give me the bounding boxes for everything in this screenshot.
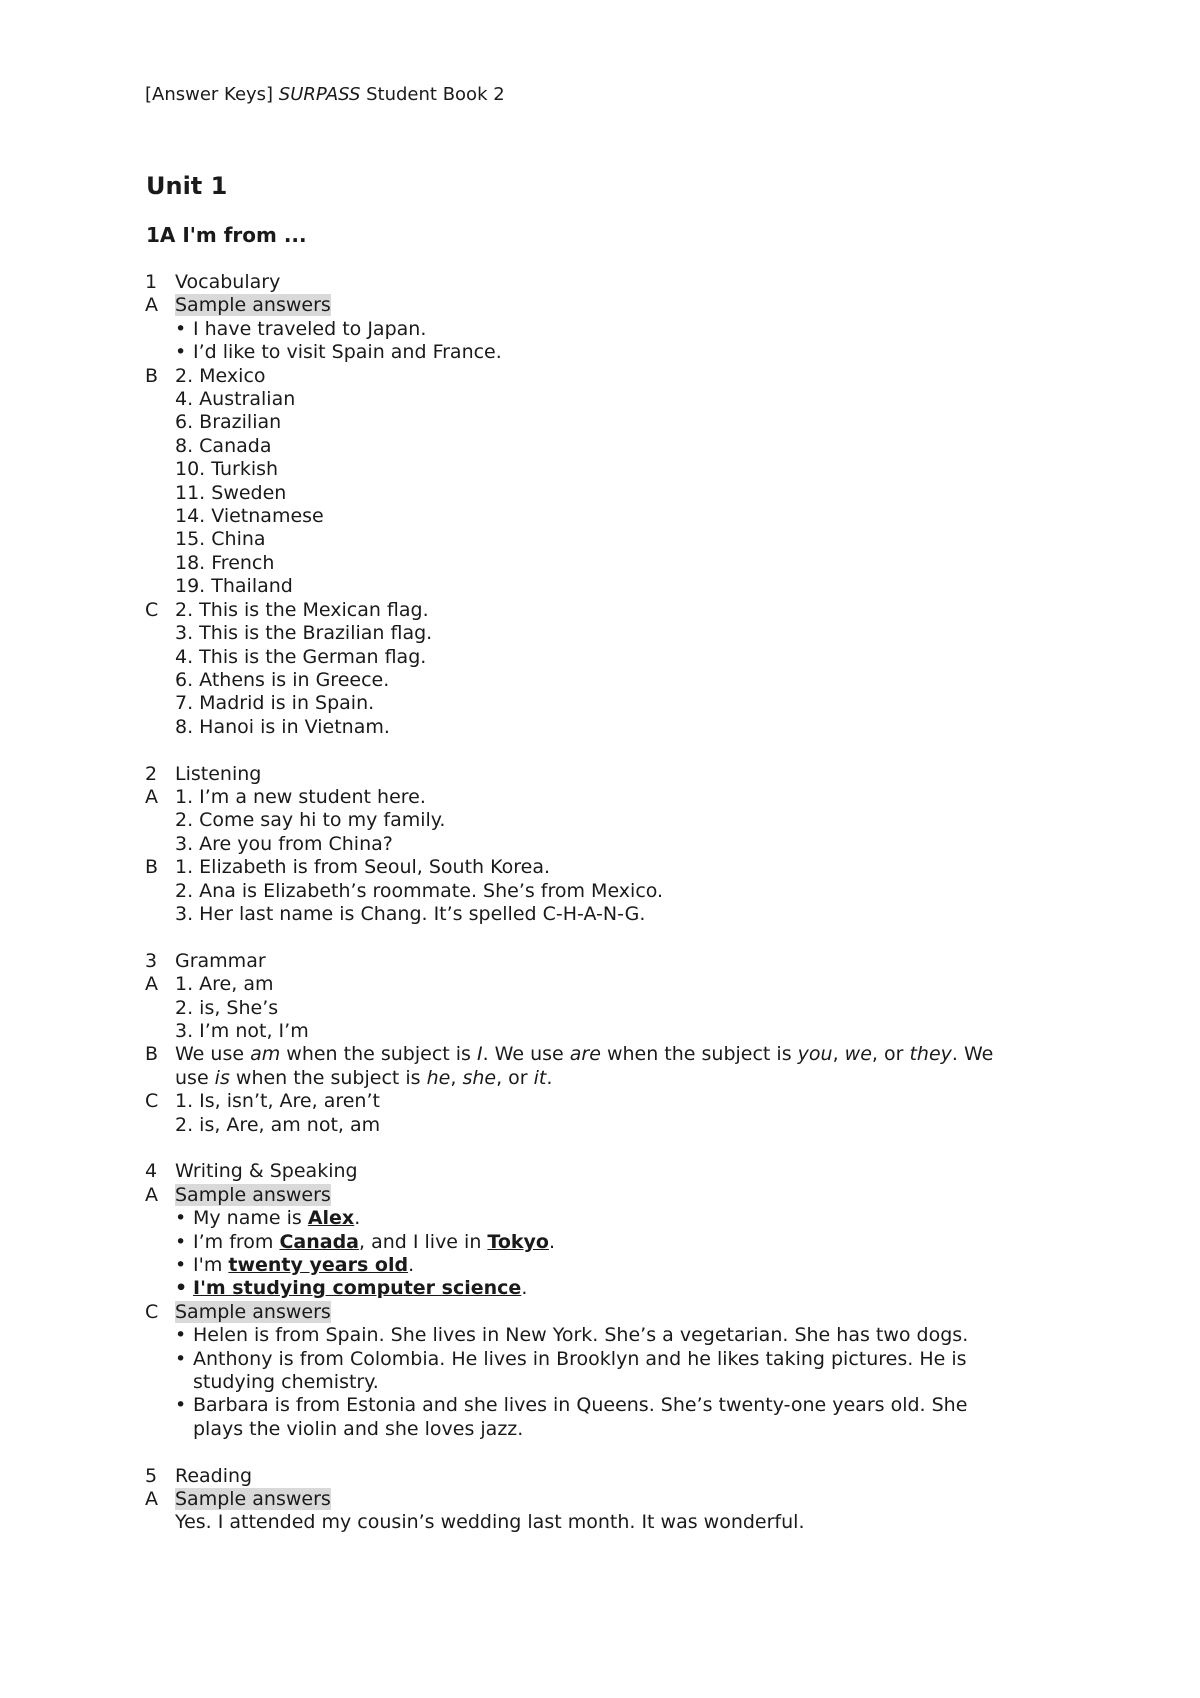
answer-row: A Sample answers	[145, 1488, 331, 1511]
answer-row: 3. This is the Brazilian flag.	[175, 622, 433, 645]
answer-row: B 1. Elizabeth is from Seoul, South Korea.	[145, 856, 551, 879]
answer-row: 8. Canada	[175, 434, 272, 457]
section-heading-reading: 5 Reading	[145, 1464, 253, 1487]
section-heading-grammar: 3 Grammar	[145, 949, 266, 972]
answer-row: 6. Brazilian	[175, 411, 282, 434]
answer-row: C 2. This is the Mexican flag.	[145, 598, 429, 621]
sample-answers-label: Sample answers	[175, 294, 331, 317]
answer-row: 2. Ana is Elizabeth’s roommate. She’s from Mexico.	[175, 879, 664, 902]
lesson-title: 1A I'm from ...	[146, 223, 307, 247]
sample-answers-label: Sample answers	[175, 1183, 331, 1206]
answer-row: 3. Her last name is Chang. It’s spelled C-H-A-N-G.	[175, 902, 646, 925]
answer-row: 18. French	[175, 551, 275, 574]
answer-row: 2. is, She’s	[175, 996, 279, 1019]
answer-row: 4. This is the German flag.	[175, 645, 427, 668]
unit-title: Unit 1	[146, 172, 228, 200]
bullet-item: • I'm twenty years old.	[175, 1254, 415, 1277]
section-heading-listening: 2 Listening	[145, 762, 262, 785]
bullet-continuation: studying chemistry.	[193, 1371, 379, 1394]
bullet-item: • I’d like to visit Spain and France.	[175, 341, 502, 364]
sample-answers-label: Sample answers	[175, 1300, 331, 1323]
bullet-item: • Anthony is from Colombia. He lives in Brooklyn and he likes taking pictures. He is	[175, 1347, 967, 1370]
answer-row: 11. Sweden	[175, 481, 287, 504]
answer-row: C Sample answers	[145, 1300, 331, 1323]
answer-row: 15. China	[175, 528, 266, 551]
answer-row: C 1. Is, isn’t, Are, aren’t	[145, 1090, 380, 1113]
answer-row: 2. Come say hi to my family.	[175, 809, 446, 832]
answer-row: 19. Thailand	[175, 575, 293, 598]
answer-row: A 1. Are, am	[145, 973, 274, 996]
answer-key-content	[145, 271, 1085, 1535]
section-heading-vocabulary: 1 Vocabulary	[145, 271, 281, 293]
grammar-rule: use is when the subject is he, she, or it.	[175, 1066, 553, 1089]
answer-row: A 1. I’m a new student here.	[145, 785, 426, 808]
answer-row: Yes. I attended my cousin’s wedding last month. It was wonderful.	[175, 1511, 805, 1534]
answer-row: 2. is, Are, am not, am	[175, 1113, 381, 1136]
answer-row: 14. Vietnamese	[175, 505, 324, 528]
bullet-item: • I’m from Canada, and I live in Tokyo.	[175, 1230, 556, 1253]
answer-row: 8. Hanoi is in Vietnam.	[175, 715, 390, 738]
sample-answers-label: Sample answers	[175, 1488, 331, 1511]
bullet-item: • My name is Alex.	[175, 1207, 361, 1230]
grammar-rule: B We use am when the subject is I. We use are when the subject is you, we, or they. We	[145, 1043, 994, 1066]
bullet-item: • I have traveled to Japan.	[175, 317, 427, 340]
bullet-continuation: plays the violin and she loves jazz.	[193, 1417, 524, 1440]
page-header: [Answer Keys] SURPASS Student Book 2	[145, 84, 505, 105]
answer-row: 4. Australian	[175, 388, 296, 411]
answer-row: 10. Turkish	[175, 458, 279, 481]
answer-row: 3. Are you from China?	[175, 832, 393, 855]
bullet-item: • Helen is from Spain. She lives in New York. She’s a vegetarian. She has two dogs.	[175, 1324, 969, 1347]
answer-row: A Sample answers	[145, 1183, 331, 1206]
answer-row: 7. Madrid is in Spain.	[175, 692, 375, 715]
section-heading-writing-speaking: 4 Writing & Speaking	[145, 1160, 358, 1183]
bullet-item: • I'm studying computer science.	[175, 1277, 528, 1300]
answer-row: 3. I’m not, I’m	[175, 1019, 309, 1042]
answer-row: B 2. Mexico	[145, 364, 266, 387]
answer-row: A Sample answers	[145, 294, 331, 317]
answer-row: 6. Athens is in Greece.	[175, 668, 390, 691]
bullet-item: • Barbara is from Estonia and she lives in Queens. She’s twenty-one years old. She	[175, 1394, 968, 1417]
